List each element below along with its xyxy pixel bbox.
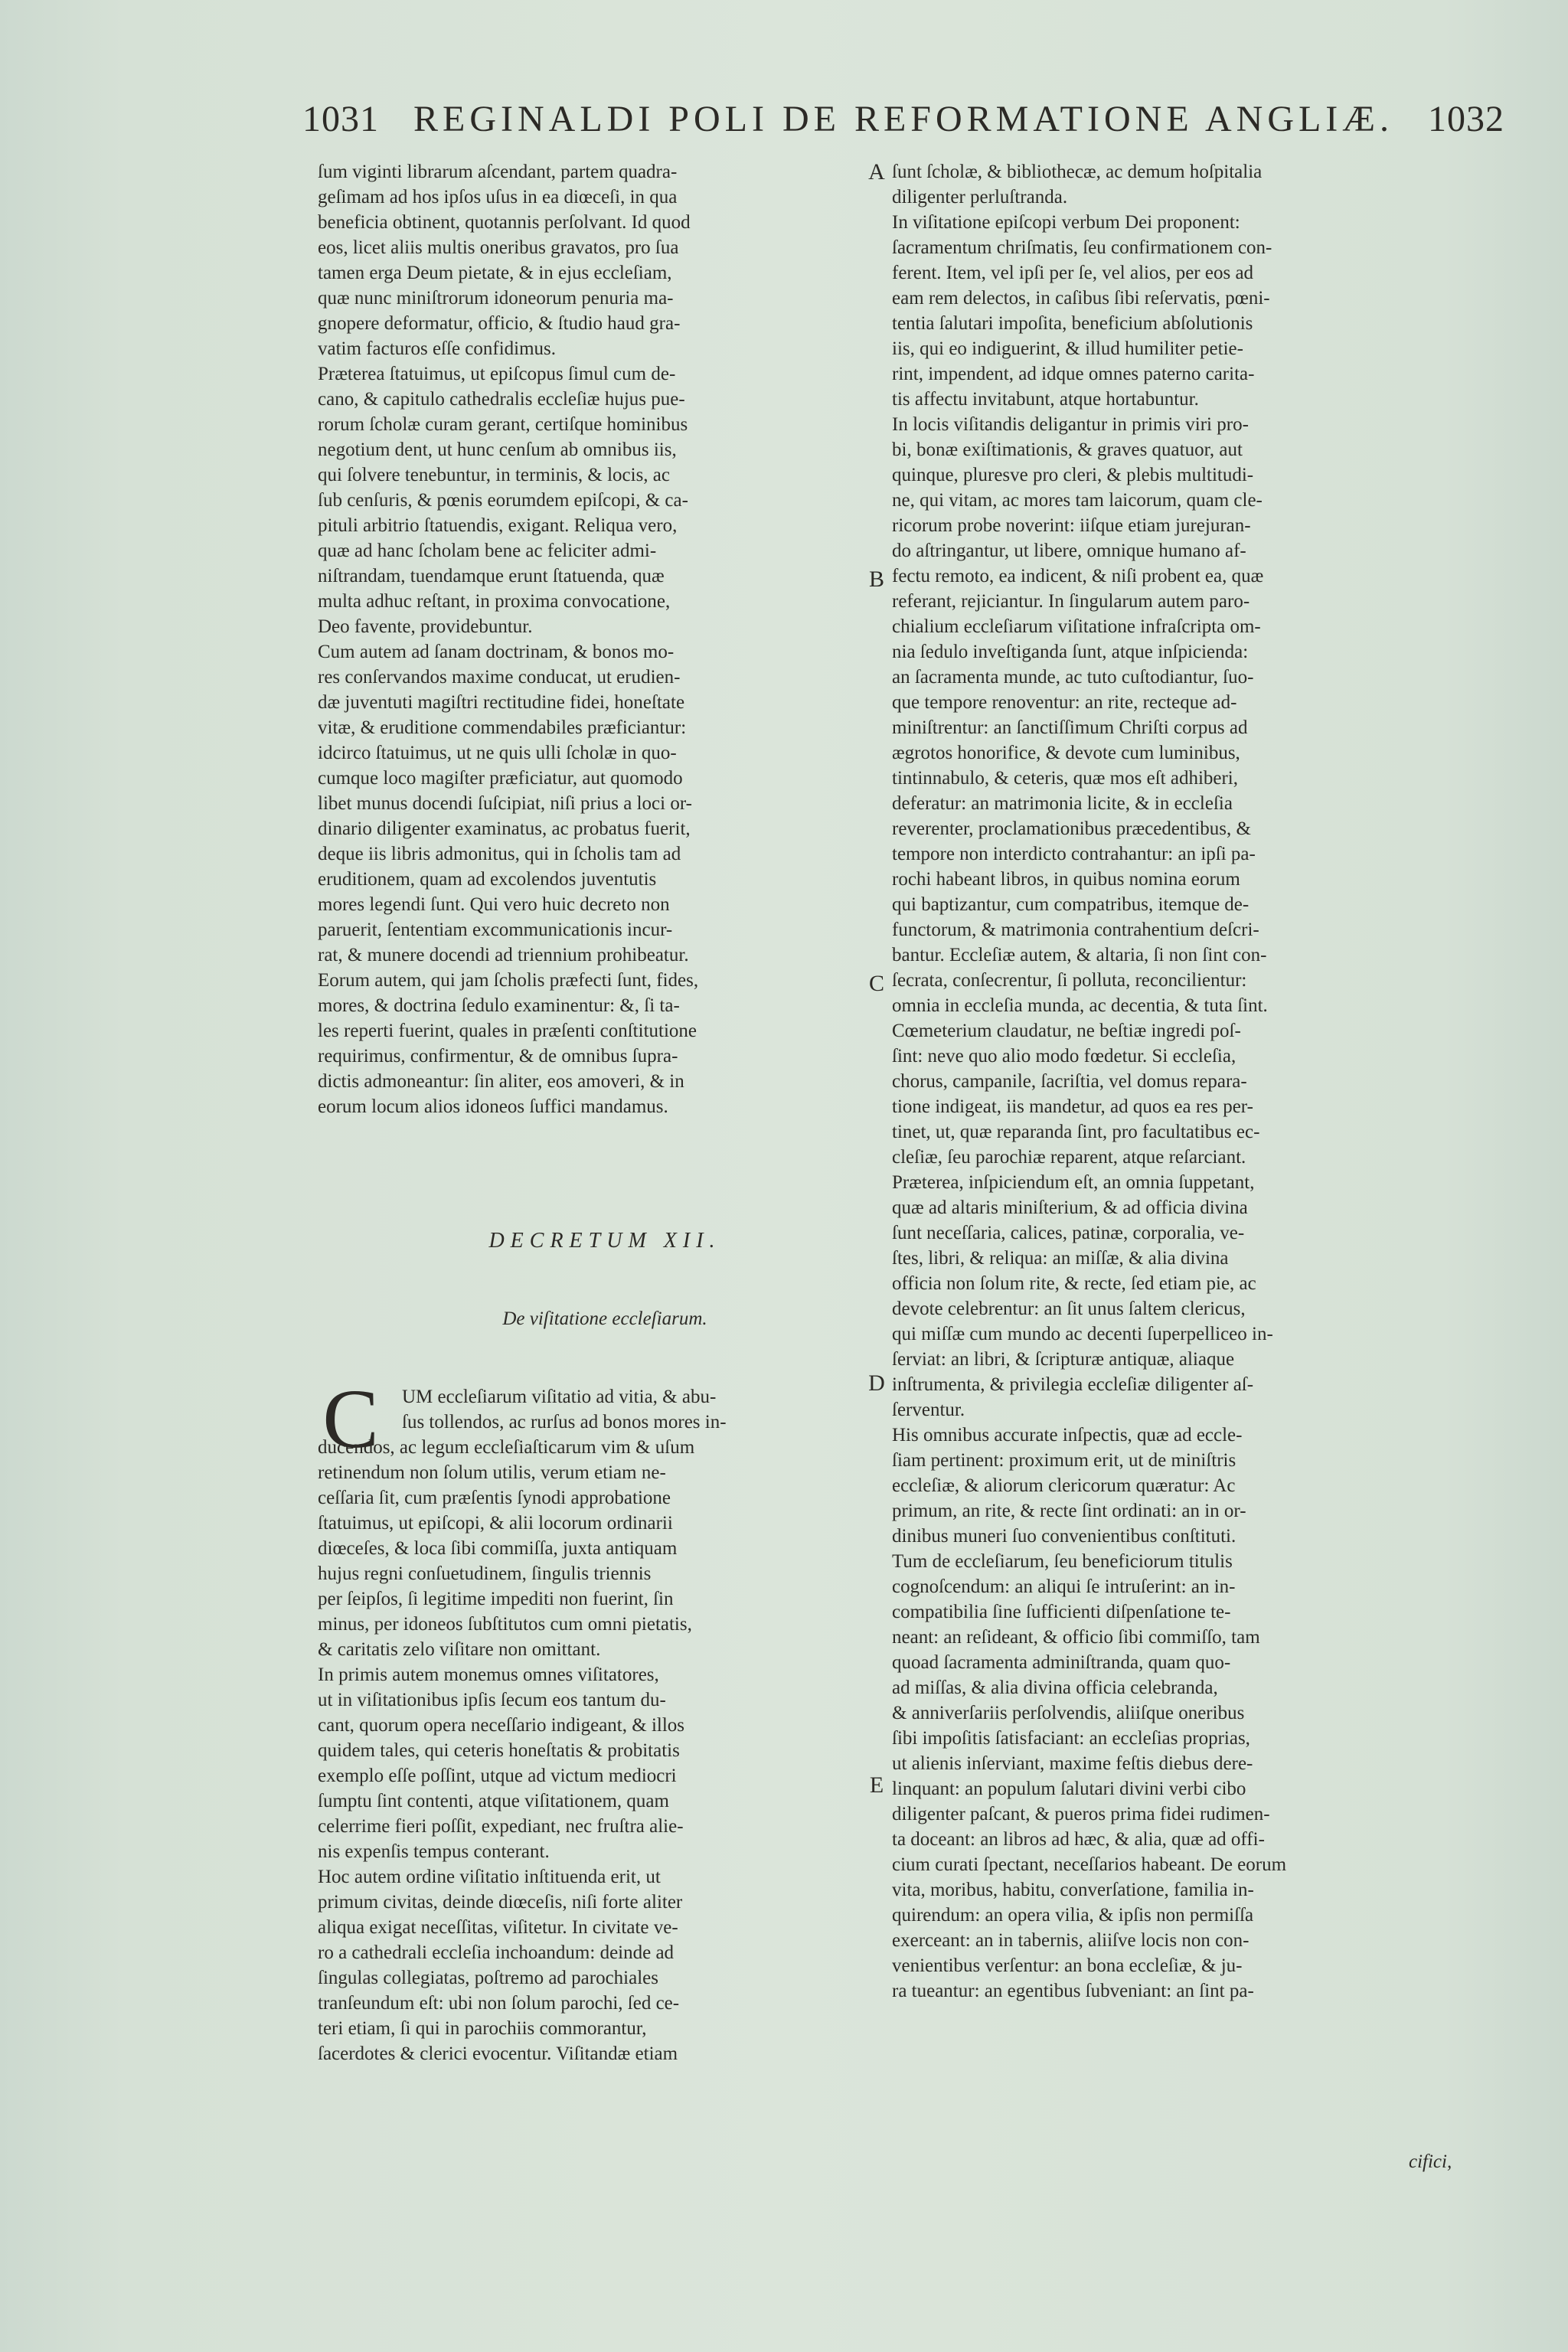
text-line: primum, an rite, & recte ſint ordinati: an in or- [892,1501,1246,1521]
text-line: ſibi impoſitis ſatisfaciant: an eccleſias proprias, [892,1728,1250,1749]
text-line: cium curati ſpectant, neceſſarios habeant. De eorum [892,1854,1287,1875]
text-line: requirimus, confirmentur, & de omnibus ſupra- [318,1046,678,1067]
text-line: ſerviat: an libri, & ſcripturæ antiquæ, aliaque [892,1349,1235,1370]
text-line: deque iis libris admonitus, qui in ſcholis tam ad [318,844,681,864]
right-column-text [892,159,1447,2004]
text-line: per ſeipſos, ſi legitime impediti non fuerint, ſin [318,1589,674,1609]
text-line: idcirco ſtatuimus, ut ne quis ulli ſcholæ in quo- [318,743,677,763]
text-line: geſimam ad hos ipſos uſus in ea diœceſi, in qua [318,187,678,207]
text-line: ſub cenſuris, & pœnis eorumdem epiſcopi, & ca- [318,490,688,511]
text-line: ſacerdotes & clerici evocentur. Viſitandæ etiam [318,2043,678,2064]
text-line: eos, licet aliis multis oneribus gravatos, pro ſua [318,237,679,258]
text-line: ut in viſitationibus ipſis ſecum eos tantum du- [318,1690,666,1710]
text-line: ægrotos honorifice, & devote cum luminibus, [892,743,1240,763]
text-line: Deo favente, providebuntur. [318,616,533,637]
text-line: ſiam pertinent: proximum erit, ut de miniſtris [892,1450,1236,1471]
text-line: tempore non interdicto contrahantur: an ipſi pa- [892,844,1256,864]
left-column-upper-text [318,159,854,1119]
page-number-left: 1031 [302,99,379,139]
text-line: eorum locum alios idoneos ſuffici mandamus. [318,1096,668,1117]
decree-subheading: De viſitatione eccleſiarum. [502,1308,707,1329]
text-line: ut alienis inſerviant, maxime feſtis diebus dere- [892,1753,1253,1774]
text-line: & caritatis zelo viſitare non omittant. [318,1639,601,1660]
text-line: ad miſſas, & alia divina officia celebranda, [892,1677,1218,1698]
text-line: chialium eccleſiarum viſitatione infraſcripta om- [892,616,1261,637]
text-line: inſtrumenta, & privilegia eccleſiæ diligenter aſ- [892,1374,1254,1395]
margin-marker-d: D [868,1370,885,1396]
text-line: qui baptizantur, cum compatribus, itemque de- [892,894,1250,915]
left-column-lower-text [318,1372,854,2066]
margin-marker-e: E [869,1772,884,1798]
text-line: ſint: neve quo alio modo fœdetur. Si eccleſia, [892,1046,1236,1067]
running-header [302,98,1504,152]
text-line: rat, & munere docendi ad triennium prohibeatur. [318,945,689,965]
text-line: teri etiam, ſi qui in parochiis commorantur, [318,2018,647,2039]
text-line: cleſiæ, ſeu parochiæ reparent, atque reſarciant. [892,1147,1246,1168]
text-line: miniſtrentur: an ſanctiſſimum Chriſti corpus ad [892,717,1248,738]
text-line: reverenter, proclamationibus præcedentibus, & [892,818,1251,839]
margin-marker-b: B [868,567,884,592]
text-line: qui miſſæ cum mundo ac decenti ſuperpelliceo in- [892,1324,1273,1344]
text-line: Cum autem ad ſanam doctrinam, & bonos mo- [318,642,675,662]
text-line: ferent. Item, vel ipſi per ſe, vel alios, per eos ad [892,263,1254,283]
text-line: bantur. Eccleſiæ autem, & altaria, ſi non ſint con- [892,945,1267,965]
running-title: REGINALDI POLI DE REFORMATIONE ANGLIÆ. [413,99,1393,139]
text-line: ſtatuimus, ut epiſcopi, & alii locorum ordinarii [318,1513,673,1534]
text-line: tamen erga Deum pietate, & in ejus eccleſiam, [318,263,672,283]
text-line: ſerventur. [892,1400,965,1420]
text-line: officia non ſolum rite, & recte, ſed etiam pie, ac [892,1273,1256,1294]
text-line: ra tueantur: an egentibus ſubveniant: an ſint pa- [892,1981,1254,2001]
text-line: referant, rejiciantur. In ſingularum autem paro- [892,591,1250,612]
text-line: ſum viginti librarum aſcendant, partem quadra- [318,162,678,182]
text-line: tintinnabulo, & ceteris, quæ mos eſt adhiberi, [892,768,1239,789]
text-line: neant: an reſideant, & officio ſibi commiſſo, tam [892,1627,1260,1648]
text-line: quæ nunc miniſtrorum idoneorum penuria ma- [318,288,674,309]
text-line: Tum de eccleſiarum, ſeu beneficiorum titulis [892,1551,1233,1572]
text-line: qui ſolvere tenebuntur, in terminis, & locis, ac [318,465,670,485]
text-line: negotium dent, ut hunc cenſum ab omnibus iis, [318,439,677,460]
text-line: diœceſes, & loca ſibi commiſſa, juxta antiquam [318,1538,678,1559]
text-line: rochi habeant libros, in quibus nomina eorum [892,869,1240,890]
text-line: iis, qui eo indiguerint, & illud humiliter petie- [892,338,1243,359]
text-line: Eorum autem, qui jam ſcholis præfecti ſunt, fides, [318,970,699,991]
text-line: hujus regni conſuetudinem, ſingulis triennis [318,1563,652,1584]
text-line: tinet, ut, quæ reparanda ſint, pro facultatibus ec- [892,1122,1260,1142]
text-line: mores legendi ſunt. Qui vero huic decreto non [318,894,670,915]
text-line: Præterea, inſpiciendum eſt, an omnia ſuppetant, [892,1172,1255,1193]
text-line: ſunt neceſſaria, calices, patinæ, corporalia, ve- [892,1223,1245,1243]
text-line: tione indigeat, iis mandetur, ad quos ea res per- [892,1096,1253,1117]
text-line: ſumptu ſint contenti, atque viſitationem, quam [318,1791,669,1811]
text-line: nis expenſis tempus conterant. [318,1841,550,1862]
text-line: fectu remoto, ea indicent, & niſi probent ea, quæ [892,566,1264,586]
text-line: tranſeundum eſt: ubi non ſolum parochi, ſed ce- [318,1993,680,2014]
text-line: dinibus muneri ſuo convenientibus conſtituti. [892,1526,1236,1547]
text-line: cano, & capitulo cathedralis eccleſiæ hujus pue- [318,389,685,410]
text-line: ſacramentum chriſmatis, ſeu confirmationem con- [892,237,1272,258]
text-line: ro a cathedrali eccleſia inchoandum: deinde ad [318,1942,675,1963]
text-line: quidem tales, qui ceteris honeſtatis & probitatis [318,1740,680,1761]
text-line: pituli arbitrio ſtatuendis, exigant. Reliqua vero, [318,515,678,536]
text-line: vita, moribus, habitu, converſatione, familia in- [892,1880,1254,1900]
text-line: niſtrandam, tuendamque erunt ſtatuenda, quæ [318,566,665,586]
text-line: eccleſiæ, & aliorum clericorum quæratur: Ac [892,1475,1236,1496]
text-line: quirendum: an opera vilia, & ipſis non permiſſa [892,1905,1254,1926]
text-line: chorus, campanile, ſacriſtia, vel domus repara- [892,1071,1247,1092]
text-line: In viſitatione epiſcopi verbum Dei proponent: [892,212,1240,233]
text-line: quoad ſacramenta adminiſtranda, quam quo- [892,1652,1231,1673]
text-line: dictis admoneantur: ſin aliter, eos amoveri, & in [318,1071,684,1092]
text-line: diligenter paſcant, & pueros prima fidei rudimen- [892,1804,1270,1824]
margin-marker-c: C [868,971,884,996]
text-line: primum civitas, deinde diœceſis, niſi forte aliter [318,1892,683,1913]
text-line: dinario diligenter examinatus, ac probatus fuerit, [318,818,691,839]
text-line: cognoſcendum: an aliqui ſe intruſerint: an in- [892,1576,1236,1597]
text-line: ta doceant: an libros ad hæc, & alia, quæ ad offi- [892,1829,1265,1850]
text-line: que tempore renoventur: an rite, recteque ad- [892,692,1237,713]
text-line: bi, bonæ exiſtimationis, & graves quatuor, aut [892,439,1243,460]
text-line: In locis viſitandis deligantur in primis viri pro- [892,414,1249,435]
text-line: rorum ſcholæ curam gerant, certiſque hominibus [318,414,688,435]
decree-heading: DECRETUM XII. [488,1229,721,1253]
text-line: les reperti fuerint, quales in præſenti conſtitutione [318,1021,697,1041]
text-line: cant, quorum opera neceſſario indigeant, & illos [318,1715,685,1736]
text-line: quæ ad altaris miniſterium, & ad officia divina [892,1197,1248,1218]
text-line: ſunt ſcholæ, & bibliothecæ, ac demum hoſpitalia [892,162,1263,182]
text-line: res conſervandos maxime conducat, ut erudien- [318,667,681,688]
text-line: paruerit, ſententiam excommunicationis incur- [318,920,673,940]
text-line: ricorum probe noverint: iiſque etiam jurejuran- [892,515,1251,536]
text-line: quinque, pluresve pro cleri, & plebis multitudi- [892,465,1254,485]
text-line: deferatur: an matrimonia licite, & in eccleſia [892,793,1233,814]
text-line: tis affectu invitabunt, atque hortabuntur. [892,389,1199,410]
text-line: Hoc autem ordine viſitatio inſtituenda erit, ut [318,1867,661,1887]
text-line: do aſtringantur, ut libere, omnique humano af- [892,541,1246,561]
text-line: UM eccleſiarum viſitatio ad vitia, & abu- [402,1387,717,1407]
text-line: ſtes, libri, & reliqua: an miſſæ, & alia divina [892,1248,1229,1269]
text-line: nia ſedulo inveſtiganda ſunt, atque inſpicienda: [892,642,1249,662]
text-line: beneficia obtinent, quotannis perſolvant. Id quod [318,212,691,233]
text-line: libet munus docendi ſuſcipiat, niſi prius a loci or- [318,793,692,814]
text-line: cumque loco magiſter præficiatur, aut quomodo [318,768,683,789]
text-line: ceſſaria ſit, cum præſentis ſynodi approbatione [318,1488,671,1508]
text-line: Præterea ſtatuimus, ut epiſcopus ſimul cum de- [318,364,676,384]
text-line: an ſacramenta munde, ac tuto cuſtodiantur, ſuo- [892,667,1254,688]
text-line: vitæ, & eruditione commendabiles præficiantur: [318,717,687,738]
text-line: exemplo eſſe poſſint, utque ad victum mediocri [318,1766,677,1786]
text-line: devote celebrentur: an ſit unus ſaltem clericus, [892,1298,1246,1319]
text-line: multa adhuc reſtant, in proxima convocatione, [318,591,671,612]
text-line: eam rem delectos, in caſibus ſibi reſervatis, pœni- [892,288,1270,309]
text-line: diligenter perluſtranda. [892,187,1068,207]
page-number-right: 1032 [1428,99,1504,139]
text-line: linquant: an populum ſalutari divini verbi cibo [892,1779,1246,1799]
text-line: dæ juventuti magiſtri rectitudine fidei, honeſtate [318,692,685,713]
text-line: retinendum non ſolum utilis, verum etiam ne- [318,1462,666,1483]
margin-marker-a: A [868,159,885,185]
text-line: ne, qui vitam, ac mores tam laicorum, quam cle- [892,490,1263,511]
text-line: compatibilia ſine ſufficienti diſpenſatione te- [892,1602,1231,1622]
text-line: aliqua exigat neceſſitas, viſitetur. In civitate ve- [318,1917,678,1938]
catchword: cifici, [1409,2151,1452,2172]
decorative-initial: C [322,1372,379,1465]
text-line: venientibus verſentur: an bona eccleſiæ, & ju- [892,1955,1243,1976]
text-line: rint, impendent, ad idque omnes paterno carita- [892,364,1255,384]
text-line: gnopere deformatur, officio, & ſtudio haud gra- [318,313,681,334]
text-line: vatim facturos eſſe confidimus. [318,338,557,359]
text-line: exerceant: an in tabernis, aliiſve locis non con- [892,1930,1250,1951]
text-line: ſingulas collegiatas, poſtremo ad parochiales [318,1968,658,1988]
text-line: tentia ſalutari impoſita, beneficium abſolutionis [892,313,1253,334]
text-line: minus, per idoneos ſubſtitutos cum omni pietatis, [318,1614,692,1635]
text-line: omnia in eccleſia munda, ac decentia, & tuta ſint. [892,995,1268,1016]
text-line: ſecrata, conſecrentur, ſi polluta, reconcilientur: [892,970,1247,991]
text-line: ſus tollendos, ac rurſus ad bonos mores in- [402,1412,727,1432]
text-line: quæ ad hanc ſcholam bene ac feliciter admi- [318,541,657,561]
text-line: ducendos, ac legum eccleſiaſticarum vim & uſum [318,1437,695,1458]
text-line: & anniverſariis perſolvendis, aliiſque oneribus [892,1703,1245,1723]
text-line: functorum, & matrimonia contrahentium deſcri- [892,920,1259,940]
text-line: Cœmeterium claudatur, ne beſtiæ ingredi poſ- [892,1021,1241,1041]
text-line: In primis autem monemus omnes viſitatores, [318,1664,659,1685]
text-line: eruditionem, quam ad excolendos juventutis [318,869,657,890]
text-line: His omnibus accurate inſpectis, quæ ad eccle- [892,1425,1243,1446]
text-line: celerrime fieri poſſit, expediant, nec fruſtra alie- [318,1816,684,1837]
text-line: mores, & doctrina ſedulo examinentur: &, ſi ta- [318,995,680,1016]
